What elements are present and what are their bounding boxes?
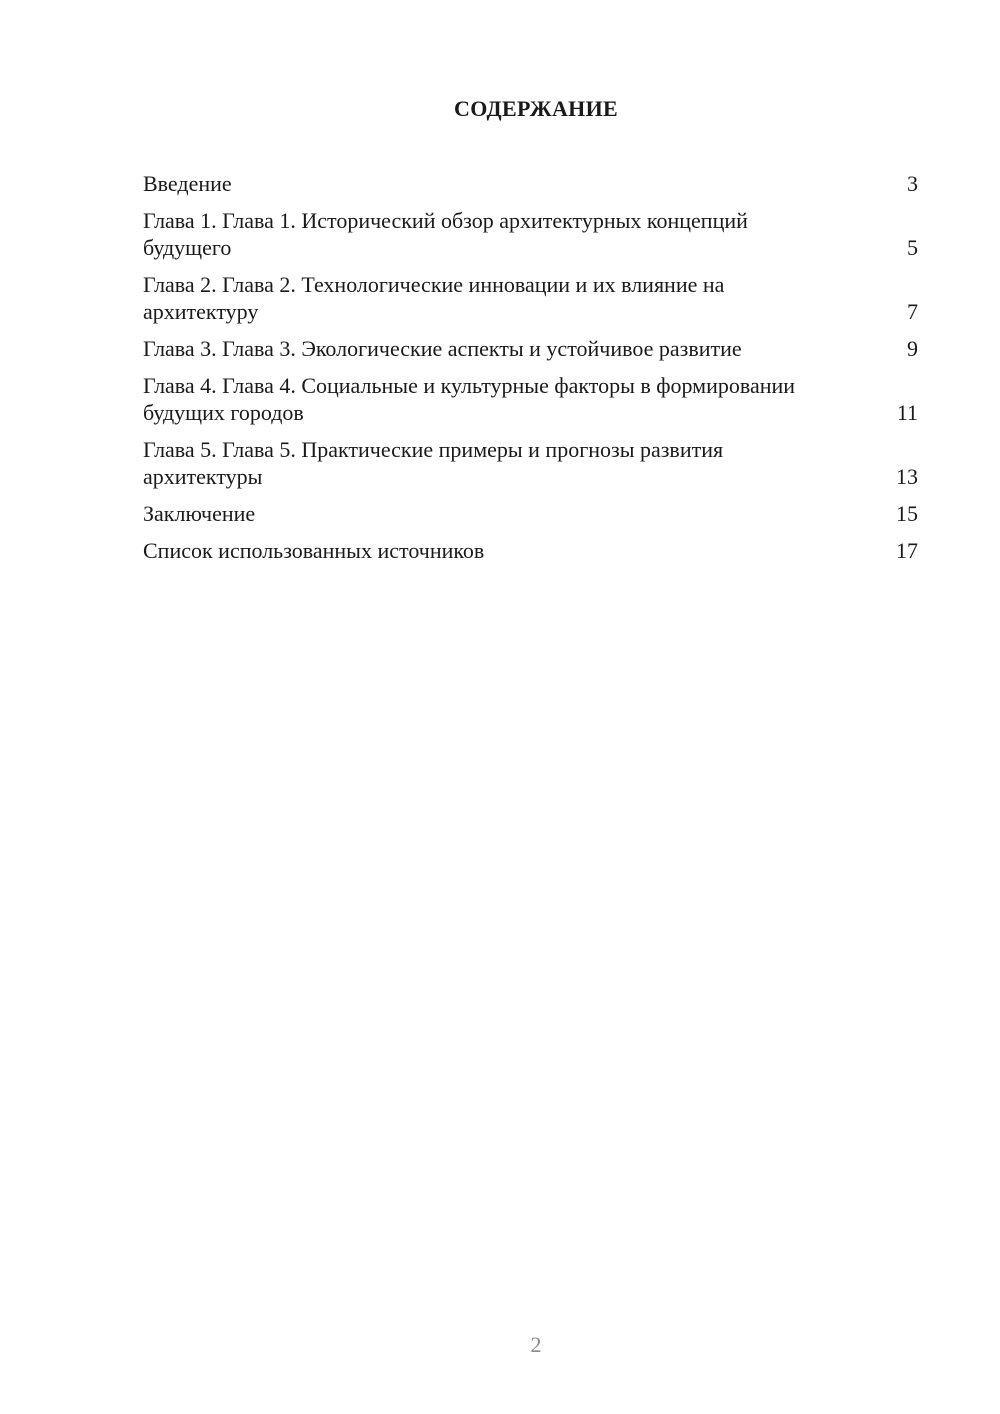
toc-entry-page: 9 <box>907 336 918 361</box>
toc-entry-page: 5 <box>907 235 918 260</box>
toc-entry-title: Глава 1. Глава 1. Исторический обзор архитектурных концепций будущего <box>143 208 748 260</box>
toc-entry-title: Заключение <box>143 501 256 526</box>
toc-entry[interactable] <box>143 271 918 325</box>
toc-entry-page: 15 <box>896 501 918 526</box>
toc-entry-page: 13 <box>896 464 918 489</box>
page-number: 2 <box>530 1332 542 1357</box>
toc-entry-page: 7 <box>907 299 918 324</box>
toc-entry-title: Глава 3. Глава 3. Экологические аспекты и устойчивое развитие <box>143 336 742 361</box>
page-title: СОДЕРЖАНИЕ <box>454 96 618 121</box>
toc-entry-title: Список использованных источников <box>143 538 485 563</box>
toc-entry[interactable] <box>143 170 918 197</box>
toc-entry-page: 11 <box>896 400 918 425</box>
toc-entry[interactable] <box>143 372 918 426</box>
toc-entry-page: 3 <box>907 171 918 196</box>
toc-entry[interactable] <box>143 436 918 490</box>
toc-entry-title: Глава 4. Глава 4. Социальные и культурные факторы в формировании будущих городов <box>143 373 796 425</box>
toc-entry[interactable] <box>143 537 918 564</box>
toc-entry-title: Глава 2. Глава 2. Технологические инновации и их влияние на архитектуру <box>143 272 725 324</box>
toc-entry-title: Глава 5. Глава 5. Практические примеры и прогнозы развития архитектуры <box>143 437 724 489</box>
toc-entry-page: 17 <box>896 538 918 563</box>
toc-entry-title: Введение <box>143 171 232 196</box>
toc-entry[interactable] <box>143 207 918 261</box>
toc-entry[interactable] <box>143 500 918 527</box>
toc-entry[interactable] <box>143 335 918 362</box>
table-of-contents <box>143 170 918 574</box>
